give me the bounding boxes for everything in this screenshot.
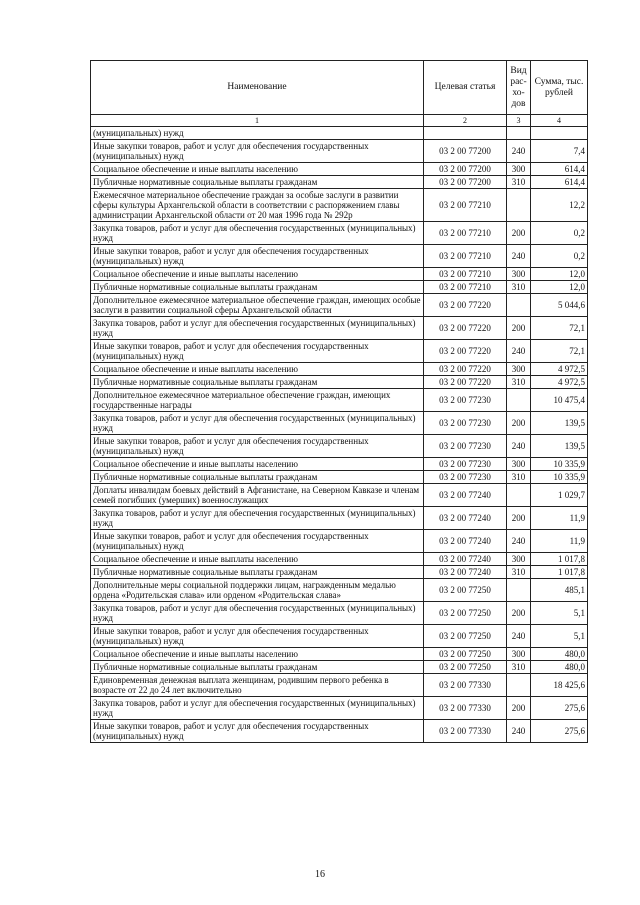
row-target-article-cell: 03 2 00 77210: [424, 268, 507, 281]
row-sum-cell: 5,1: [531, 602, 588, 625]
row-target-article-cell: 03 2 00 77250: [424, 602, 507, 625]
table-row: [91, 661, 588, 674]
row-target-article-cell: 03 2 00 77220: [424, 376, 507, 389]
row-sum-cell: 4 972,5: [531, 376, 588, 389]
row-name-cell: Социальное обеспечение и иные выплаты населению: [91, 553, 424, 566]
column-number: 2: [424, 115, 507, 127]
row-name-cell: Закупка товаров, работ и услуг для обеспечения государственных (муниципальных) нужд: [91, 317, 424, 340]
table-row: [91, 458, 588, 471]
row-expense-type-cell: 200: [507, 222, 531, 245]
row-target-article-cell: 03 2 00 77230: [424, 435, 507, 458]
row-target-article-cell: 03 2 00 77210: [424, 245, 507, 268]
row-name-cell: Социальное обеспечение и иные выплаты населению: [91, 163, 424, 176]
row-name-cell: Иные закупки товаров, работ и услуг для обеспечения государственных (муниципальных) нужд: [91, 720, 424, 743]
row-sum-cell: 5 044,6: [531, 294, 588, 317]
table-row: [91, 648, 588, 661]
row-target-article-cell: 03 2 00 77250: [424, 661, 507, 674]
row-sum-cell: 139,5: [531, 412, 588, 435]
row-sum-cell: 18 425,6: [531, 674, 588, 697]
row-sum-cell: 614,4: [531, 163, 588, 176]
table-row: [91, 389, 588, 412]
row-expense-type-cell: 240: [507, 140, 531, 163]
row-sum-cell: 12,2: [531, 189, 588, 222]
row-name-cell: Социальное обеспечение и иные выплаты населению: [91, 458, 424, 471]
table-column-numbers-row: [91, 115, 588, 127]
row-name-cell: Публичные нормативные социальные выплаты гражданам: [91, 281, 424, 294]
row-target-article-cell: 03 2 00 77250: [424, 579, 507, 602]
table-body: [91, 127, 588, 743]
row-name-cell: (муниципальных) нужд: [91, 127, 424, 140]
row-target-article-cell: 03 2 00 77250: [424, 648, 507, 661]
row-expense-type-cell: 240: [507, 245, 531, 268]
row-target-article-cell: 03 2 00 77220: [424, 317, 507, 340]
header-sum: Сумма, тыс. рублей: [531, 61, 588, 115]
header-expense-type: Вид рас-хо-дов: [507, 61, 531, 115]
row-target-article-cell: 03 2 00 77220: [424, 340, 507, 363]
row-target-article-cell: 03 2 00 77240: [424, 553, 507, 566]
row-sum-cell: 10 475,4: [531, 389, 588, 412]
row-expense-type-cell: 300: [507, 268, 531, 281]
row-expense-type-cell: 240: [507, 720, 531, 743]
column-number: 3: [507, 115, 531, 127]
column-number: 4: [531, 115, 588, 127]
row-sum-cell: 275,6: [531, 697, 588, 720]
table-row: [91, 553, 588, 566]
table-row: [91, 281, 588, 294]
row-expense-type-cell: [507, 579, 531, 602]
row-target-article-cell: 03 2 00 77230: [424, 471, 507, 484]
row-name-cell: Иные закупки товаров, работ и услуг для обеспечения государственных (муниципальных) нужд: [91, 245, 424, 268]
row-sum-cell: 614,4: [531, 176, 588, 189]
row-name-cell: Публичные нормативные социальные выплаты гражданам: [91, 661, 424, 674]
row-target-article-cell: 03 2 00 77220: [424, 363, 507, 376]
row-sum-cell: 1 029,7: [531, 484, 588, 507]
row-target-article-cell: 03 2 00 77210: [424, 189, 507, 222]
row-expense-type-cell: 310: [507, 376, 531, 389]
header-name: Наименование: [91, 61, 424, 115]
row-name-cell: Социальное обеспечение и иные выплаты населению: [91, 363, 424, 376]
row-name-cell: Иные закупки товаров, работ и услуг для обеспечения государственных (муниципальных) нужд: [91, 530, 424, 553]
row-name-cell: Публичные нормативные социальные выплаты гражданам: [91, 376, 424, 389]
row-expense-type-cell: 200: [507, 412, 531, 435]
row-expense-type-cell: 300: [507, 458, 531, 471]
row-sum-cell: 11,9: [531, 530, 588, 553]
table-row: [91, 507, 588, 530]
row-name-cell: Социальное обеспечение и иные выплаты населению: [91, 648, 424, 661]
row-sum-cell: 480,0: [531, 661, 588, 674]
row-name-cell: Единовременная денежная выплата женщинам, родившим первого ребенка в возрасте от 22 до 24 лет включительно: [91, 674, 424, 697]
row-expense-type-cell: [507, 389, 531, 412]
row-expense-type-cell: 200: [507, 507, 531, 530]
table-row: [91, 222, 588, 245]
row-expense-type-cell: 240: [507, 435, 531, 458]
row-target-article-cell: 03 2 00 77330: [424, 674, 507, 697]
row-target-article-cell: 03 2 00 77240: [424, 530, 507, 553]
row-expense-type-cell: [507, 127, 531, 140]
row-target-article-cell: 03 2 00 77330: [424, 720, 507, 743]
table-header-row: [91, 61, 588, 115]
row-target-article-cell: 03 2 00 77230: [424, 458, 507, 471]
row-name-cell: Иные закупки товаров, работ и услуг для обеспечения государственных (муниципальных) нужд: [91, 340, 424, 363]
row-expense-type-cell: 310: [507, 566, 531, 579]
row-expense-type-cell: 310: [507, 471, 531, 484]
header-target-article: Целевая статья: [424, 61, 507, 115]
table-row: [91, 163, 588, 176]
table-row: [91, 697, 588, 720]
row-sum-cell: 10 335,9: [531, 458, 588, 471]
row-name-cell: Иные закупки товаров, работ и услуг для обеспечения государственных (муниципальных) нужд: [91, 140, 424, 163]
row-sum-cell: 4 972,5: [531, 363, 588, 376]
row-sum-cell: 7,4: [531, 140, 588, 163]
row-sum-cell: 11,9: [531, 507, 588, 530]
row-target-article-cell: 03 2 00 77240: [424, 566, 507, 579]
row-expense-type-cell: 200: [507, 317, 531, 340]
table-row: [91, 530, 588, 553]
row-expense-type-cell: 240: [507, 625, 531, 648]
row-sum-cell: 1 017,8: [531, 566, 588, 579]
row-expense-type-cell: [507, 294, 531, 317]
row-expense-type-cell: 310: [507, 176, 531, 189]
row-name-cell: Закупка товаров, работ и услуг для обеспечения государственных (муниципальных) нужд: [91, 507, 424, 530]
table-row: [91, 140, 588, 163]
row-name-cell: Закупка товаров, работ и услуг для обеспечения государственных (муниципальных) нужд: [91, 412, 424, 435]
row-name-cell: Иные закупки товаров, работ и услуг для обеспечения государственных (муниципальных) нужд: [91, 435, 424, 458]
table-row: [91, 317, 588, 340]
row-name-cell: Дополнительное ежемесячное материальное обеспечение граждан, имеющих государственные награды: [91, 389, 424, 412]
table-row: [91, 412, 588, 435]
row-name-cell: Публичные нормативные социальные выплаты гражданам: [91, 176, 424, 189]
row-expense-type-cell: [507, 674, 531, 697]
table-row: [91, 376, 588, 389]
table-row: [91, 294, 588, 317]
row-expense-type-cell: 240: [507, 530, 531, 553]
row-expense-type-cell: [507, 484, 531, 507]
table-row: [91, 435, 588, 458]
row-name-cell: Дополнительное ежемесячное материальное обеспечение граждан, имеющих особые заслуги в развитии социальной сферы Архангельской области: [91, 294, 424, 317]
row-sum-cell: 485,1: [531, 579, 588, 602]
row-sum-cell: 0,2: [531, 245, 588, 268]
row-sum-cell: 139,5: [531, 435, 588, 458]
row-expense-type-cell: 200: [507, 602, 531, 625]
row-target-article-cell: 03 2 00 77240: [424, 484, 507, 507]
row-target-article-cell: [424, 127, 507, 140]
table-row: [91, 268, 588, 281]
row-name-cell: Иные закупки товаров, работ и услуг для обеспечения государственных (муниципальных) нужд: [91, 625, 424, 648]
table-row: [91, 340, 588, 363]
column-number: 1: [91, 115, 424, 127]
row-expense-type-cell: 310: [507, 281, 531, 294]
row-target-article-cell: 03 2 00 77210: [424, 281, 507, 294]
table-row: [91, 484, 588, 507]
row-expense-type-cell: 300: [507, 553, 531, 566]
table-row: [91, 720, 588, 743]
row-name-cell: Закупка товаров, работ и услуг для обеспечения государственных (муниципальных) нужд: [91, 222, 424, 245]
row-name-cell: Доплаты инвалидам боевых действий в Афганистане, на Северном Кавказе и членам семей погибших (умерших) военнослужащих: [91, 484, 424, 507]
row-target-article-cell: 03 2 00 77230: [424, 389, 507, 412]
row-expense-type-cell: 240: [507, 340, 531, 363]
table-row: [91, 602, 588, 625]
table-row: [91, 176, 588, 189]
row-sum-cell: 5,1: [531, 625, 588, 648]
table-row: [91, 471, 588, 484]
row-sum-cell: 72,1: [531, 317, 588, 340]
row-target-article-cell: 03 2 00 77200: [424, 163, 507, 176]
row-target-article-cell: 03 2 00 77200: [424, 176, 507, 189]
table-row: [91, 566, 588, 579]
row-sum-cell: 0,2: [531, 222, 588, 245]
table-row: [91, 127, 588, 140]
row-expense-type-cell: 300: [507, 648, 531, 661]
budget-table: [90, 60, 588, 743]
row-name-cell: Закупка товаров, работ и услуг для обеспечения государственных (муниципальных) нужд: [91, 602, 424, 625]
row-target-article-cell: 03 2 00 77220: [424, 294, 507, 317]
row-expense-type-cell: 310: [507, 661, 531, 674]
row-target-article-cell: 03 2 00 77250: [424, 625, 507, 648]
row-name-cell: Публичные нормативные социальные выплаты гражданам: [91, 471, 424, 484]
row-sum-cell: 275,6: [531, 720, 588, 743]
row-name-cell: Социальное обеспечение и иные выплаты населению: [91, 268, 424, 281]
row-expense-type-cell: 300: [507, 163, 531, 176]
row-sum-cell: 480,0: [531, 648, 588, 661]
row-expense-type-cell: [507, 189, 531, 222]
table-row: [91, 189, 588, 222]
row-sum-cell: 10 335,9: [531, 471, 588, 484]
table-row: [91, 674, 588, 697]
row-name-cell: Дополнительные меры социальной поддержки лицам, награжденным медалью ордена «Родительская слава» или орденом «Родительская слава»: [91, 579, 424, 602]
row-target-article-cell: 03 2 00 77240: [424, 507, 507, 530]
row-expense-type-cell: 300: [507, 363, 531, 376]
row-sum-cell: 12,0: [531, 268, 588, 281]
row-target-article-cell: 03 2 00 77330: [424, 697, 507, 720]
table-row: [91, 625, 588, 648]
page-number: 16: [315, 869, 325, 880]
row-sum-cell: 1 017,8: [531, 553, 588, 566]
row-target-article-cell: 03 2 00 77230: [424, 412, 507, 435]
row-target-article-cell: 03 2 00 77210: [424, 222, 507, 245]
row-sum-cell: [531, 127, 588, 140]
row-name-cell: Закупка товаров, работ и услуг для обеспечения государственных (муниципальных) нужд: [91, 697, 424, 720]
table-row: [91, 245, 588, 268]
row-sum-cell: 72,1: [531, 340, 588, 363]
table-row: [91, 579, 588, 602]
row-sum-cell: 12,0: [531, 281, 588, 294]
row-expense-type-cell: 200: [507, 697, 531, 720]
row-name-cell: Ежемесячное материальное обеспечение граждан за особые заслуги в развитии сферы культуры Архангельской области в соответствии с распоряжением главы администрации Архангельской области от 20 мая 1996 года № 292р: [91, 189, 424, 222]
row-name-cell: Публичные нормативные социальные выплаты гражданам: [91, 566, 424, 579]
table-row: [91, 363, 588, 376]
row-target-article-cell: 03 2 00 77200: [424, 140, 507, 163]
